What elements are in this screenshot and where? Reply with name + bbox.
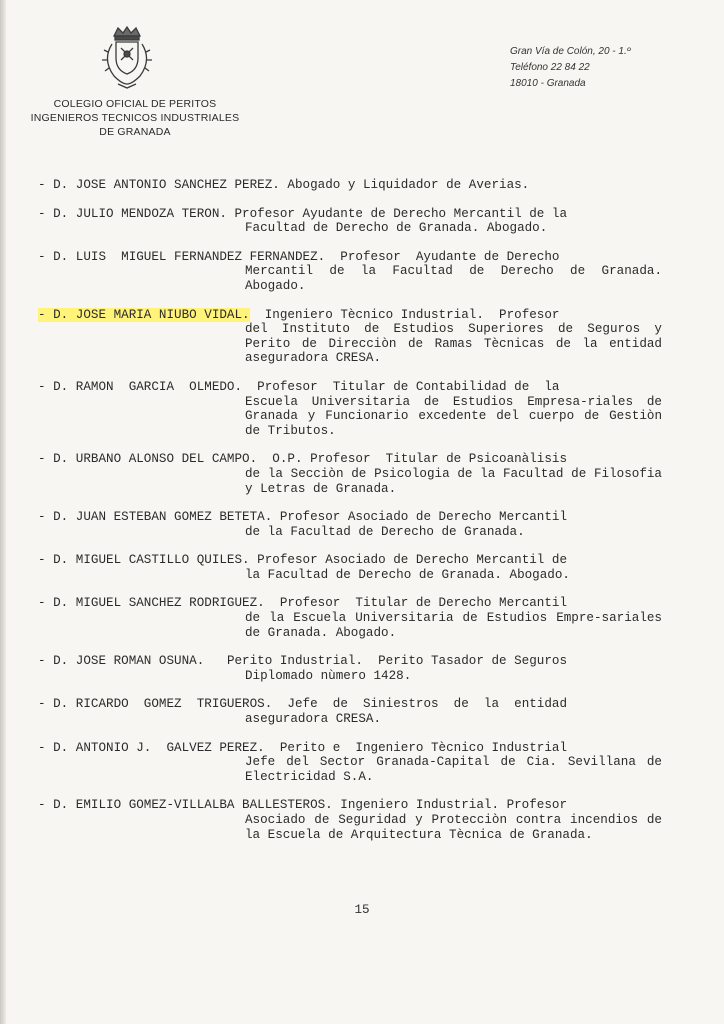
- address-block: [510, 44, 630, 92]
- member-description: Perito Industrial. Perito Tasador de Seguros: [204, 654, 568, 669]
- member-description-cont: de la Facultad de Derecho de Granada.: [245, 524, 525, 539]
- organization-name: [20, 97, 250, 139]
- scan-edge: [0, 0, 6, 1024]
- member-description-cont: Facultad de Derecho de Granada. Abogado.: [245, 221, 548, 236]
- member-description: Ingeniero Tècnico Industrial. Profesor: [249, 307, 560, 322]
- list-item: [38, 510, 662, 539]
- list-item: [38, 178, 662, 193]
- org-line: COLEGIO OFICIAL DE PERITOS: [53, 98, 217, 110]
- org-line: INGENIEROS TECNICOS INDUSTRIALES: [30, 112, 240, 124]
- member-description-cont: Asociado de Seguridad y Protecciòn contra incendios de la Escuela de Arquitectura Tècnica de Granada.: [245, 813, 662, 842]
- member-name: - D. EMILIO GOMEZ-VILLALBA BALLESTEROS.: [38, 798, 333, 813]
- list-item: [38, 654, 662, 683]
- member-name: - D. RICARDO GOMEZ TRIGUEROS.: [38, 697, 273, 712]
- list-item: [38, 741, 662, 785]
- address-line: Gran Vía de Colón, 20 - 1.º: [510, 46, 631, 57]
- list-item: [38, 452, 662, 496]
- member-description: Profesor Asociado de Derecho Mercantil: [272, 510, 568, 525]
- org-line: DE GRANADA: [99, 126, 171, 138]
- member-name: - D. JOSE ANTONIO SANCHEZ PEREZ.: [38, 178, 280, 192]
- member-description: O.P. Profesor Titular de Psicoanàlisis: [257, 452, 568, 467]
- member-description-cont: de la Secciòn de Psicologia de la Facultad de Filosofia y Letras de Granada.: [245, 466, 662, 496]
- list-item: [38, 553, 662, 582]
- member-description: Profesor Asociado de Derecho Mercantil de: [249, 553, 568, 568]
- member-description: Ingeniero Industrial. Profesor: [332, 798, 568, 813]
- list-item: [38, 308, 662, 366]
- member-description-cont: Mercantil de la Facultad de Derecho de Granada. Abogado.: [245, 264, 662, 293]
- list-item: [38, 596, 662, 640]
- list-item: [38, 250, 662, 294]
- member-list: [38, 178, 662, 856]
- member-description-cont: Escuela Universitaria de Estudios Empresa-riales de Granada y Funcionario excedente del cuerpo de Gestiòn de Tributos.: [245, 394, 662, 438]
- member-name: - D. URBANO ALONSO DEL CAMPO.: [38, 452, 258, 467]
- address-line: 18010 - Granada: [510, 78, 586, 89]
- college-crest-logo: [96, 24, 158, 92]
- list-item: [38, 798, 662, 842]
- member-name: - D. JOSE ROMAN OSUNA.: [38, 654, 205, 669]
- member-description-cont: Diplomado nùmero 1428.: [245, 668, 412, 683]
- member-name: - D. JUAN ESTEBAN GOMEZ BETETA.: [38, 510, 273, 525]
- member-description-cont: del Instituto de Estudios Superiores de Seguros y Perito de Direcciòn de Ramas Tècnicas de la entidad aseguradora CRESA.: [245, 322, 662, 366]
- member-description: Profesor Titular de Derecho Mercantil: [264, 596, 568, 611]
- list-item: [38, 380, 662, 438]
- list-item: [38, 207, 662, 236]
- member-name: - D. MIGUEL CASTILLO QUILES.: [38, 553, 250, 568]
- member-name: - D. RAMON GARCIA OLMEDO.: [38, 379, 243, 394]
- member-name: - D. JULIO MENDOZA TERON.: [38, 206, 227, 221]
- highlighted-member-name: - D. JOSE MARIA NIUBO VIDAL.: [38, 307, 250, 322]
- member-description: Jefe de Siniestros de la entidad: [272, 697, 568, 712]
- member-description-cont: aseguradora CRESA.: [245, 712, 382, 727]
- member-description: Profesor Titular de Contabilidad de la: [242, 379, 560, 394]
- member-description-cont: Jefe del Sector Granada-Capital de Cia. Sevillana de Electricidad S.A.: [245, 755, 662, 784]
- member-description-cont: la Facultad de Derecho de Granada. Abogado.: [245, 567, 570, 582]
- member-description: Abogado y Liquidador de Averias.: [279, 178, 530, 192]
- list-item: [38, 697, 662, 726]
- member-description: Perito e Ingeniero Tècnico Industrial: [264, 740, 568, 755]
- member-name: - D. ANTONIO J. GALVEZ PEREZ.: [38, 740, 265, 755]
- member-name: - D. LUIS MIGUEL FERNANDEZ FERNANDEZ.: [38, 249, 326, 264]
- member-description: Profesor Ayudante de Derecho: [325, 249, 560, 264]
- member-description: Profesor Ayudante de Derecho Mercantil de la: [226, 206, 568, 221]
- address-line: Teléfono 22 84 22: [510, 62, 590, 73]
- page-number: 15: [354, 903, 370, 917]
- member-description-cont: de la Escuela Universitaria de Estudios Empre-sariales de Granada. Abogado.: [245, 611, 662, 640]
- member-name: - D. MIGUEL SANCHEZ RODRIGUEZ.: [38, 596, 265, 611]
